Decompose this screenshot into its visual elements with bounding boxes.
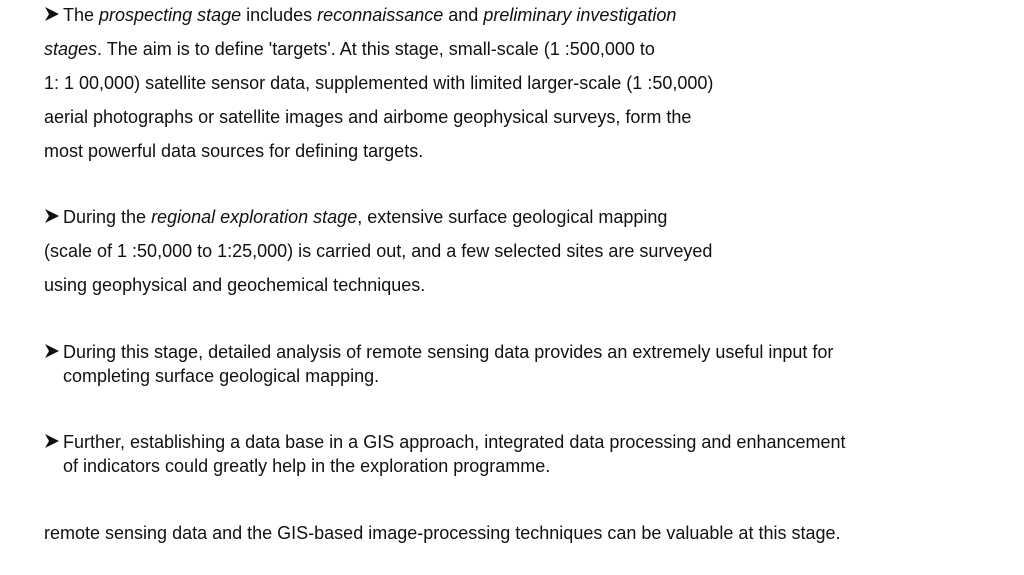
- emphasis-prospecting-stage: prospecting stage: [99, 5, 242, 25]
- bullet-1-line-3: 1: 1 00,000) satellite sensor data, supplemented with limited larger-scale (1 :50,000): [44, 73, 714, 93]
- bullet-1-line-5: most powerful data sources for defining targets.: [44, 141, 424, 161]
- bullet-2-line-2: (scale of 1 :50,000 to 1:25,000) is carried out, and a few selected sites are surveyed: [44, 241, 713, 261]
- arrowhead-bullet-icon: [44, 6, 60, 22]
- bullet-3-line-2: completing surface geological mapping.: [63, 366, 380, 386]
- bullet-1-line-2: [44, 38, 655, 60]
- text-run: and: [443, 5, 484, 25]
- arrowhead-bullet-icon: [44, 208, 60, 224]
- arrowhead-bullet-icon: [44, 343, 60, 359]
- text-run: During the: [63, 207, 152, 227]
- emphasis-preliminary-investigation: preliminary investigation: [483, 5, 677, 25]
- bullet-4-line-2: of indicators could greatly help in the exploration programme.: [63, 456, 551, 476]
- text-run: The: [63, 5, 100, 25]
- bullet-2-line-1: [63, 206, 667, 228]
- text-run: , extensive surface geological mapping: [357, 207, 668, 227]
- text-run: . The aim is to define 'targets'. At this stage, small-scale (1 :500,000 to: [97, 39, 655, 59]
- text-run: includes: [241, 5, 318, 25]
- bullet-1-line-4: aerial photographs or satellite images and airbome geophysical surveys, form the: [44, 107, 692, 127]
- emphasis-reconnaissance: reconnaissance: [317, 5, 444, 25]
- closing-paragraph: remote sensing data and the GIS-based image-processing techniques can be valuable at this stage.: [44, 523, 841, 543]
- bullet-2-line-3: using geophysical and geochemical techniques.: [44, 275, 426, 295]
- emphasis-regional-exploration-stage: regional exploration stage: [151, 207, 358, 227]
- arrowhead-bullet-icon: [44, 433, 60, 449]
- emphasis-stages: stages: [44, 39, 98, 59]
- bullet-3-line-1: During this stage, detailed analysis of remote sensing data provides an extremely useful input for: [63, 342, 834, 362]
- bullet-4-line-1: Further, establishing a data base in a GIS approach, integrated data processing and enhancement: [63, 432, 846, 452]
- bullet-1-line-1: [63, 4, 676, 26]
